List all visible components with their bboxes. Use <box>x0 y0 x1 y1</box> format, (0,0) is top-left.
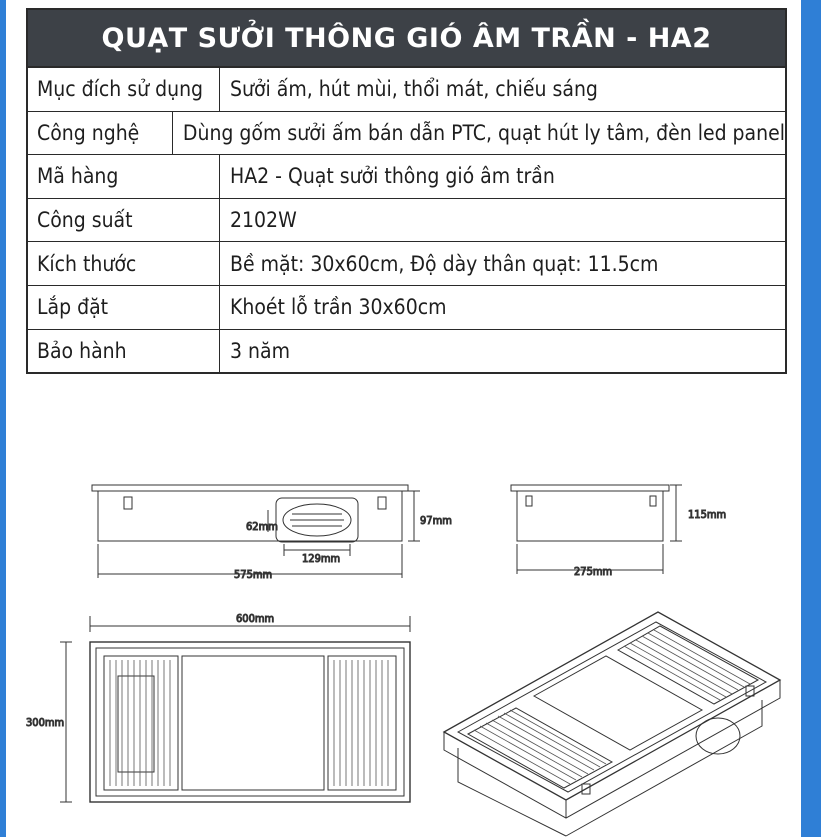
spec-row-technology <box>28 112 785 156</box>
dim-vent-width: 129mm <box>302 552 341 565</box>
spec-label: Mã hàng <box>28 155 220 198</box>
dim-top-height: 300mm <box>26 716 65 729</box>
spec-row-size <box>28 242 785 286</box>
dim-front-height: 97mm <box>420 514 452 527</box>
spec-row-install <box>28 286 785 330</box>
spec-value: Khoét lỗ trần 30x60cm <box>230 295 447 320</box>
spec-label: Lắp đặt <box>28 286 220 329</box>
spec-value: Sưởi ấm, hút mùi, thổi mát, chiếu sáng <box>230 77 598 102</box>
spec-value: 2102W <box>230 208 297 233</box>
spec-label: Kích thước <box>28 242 220 285</box>
spec-row-model <box>28 155 785 199</box>
spec-value: Dùng gốm sưởi ấm bán dẫn PTC, quạt hút ly tâm, đèn led panel <box>182 120 785 145</box>
dim-front-width: 575mm <box>234 568 273 581</box>
dim-vent-height: 62mm <box>246 520 278 533</box>
top-view-drawing <box>60 616 410 802</box>
spec-label: Mục đích sử dụng <box>28 68 220 111</box>
dim-side-height: 115mm <box>688 508 727 521</box>
spec-value: Bề mặt: 30x60cm, Độ dày thân quạt: 11.5cm <box>230 251 659 276</box>
top-view-grille <box>110 660 388 786</box>
spec-row-warranty <box>28 330 785 373</box>
spec-label: Công suất <box>28 199 220 242</box>
technical-drawings <box>6 380 801 837</box>
dim-side-width: 275mm <box>574 565 613 578</box>
spec-value: 3 năm <box>230 338 290 363</box>
side-view-drawing <box>511 485 682 574</box>
spec-label: Bảo hành <box>28 330 220 373</box>
spec-row-power <box>28 199 785 243</box>
isometric-view-drawing <box>444 612 780 836</box>
spec-title-bar <box>28 10 785 68</box>
spec-label: Công nghệ <box>28 112 173 155</box>
spec-title: QUẠT SƯỞI THÔNG GIÓ ÂM TRẦN - HA2 <box>101 22 712 54</box>
spec-row-purpose <box>28 68 785 112</box>
spec-value: HA2 - Quạt sưởi thông gió âm trần <box>230 164 555 189</box>
spec-table <box>26 8 787 374</box>
dim-top-width: 600mm <box>236 612 275 625</box>
product-page <box>6 0 801 837</box>
